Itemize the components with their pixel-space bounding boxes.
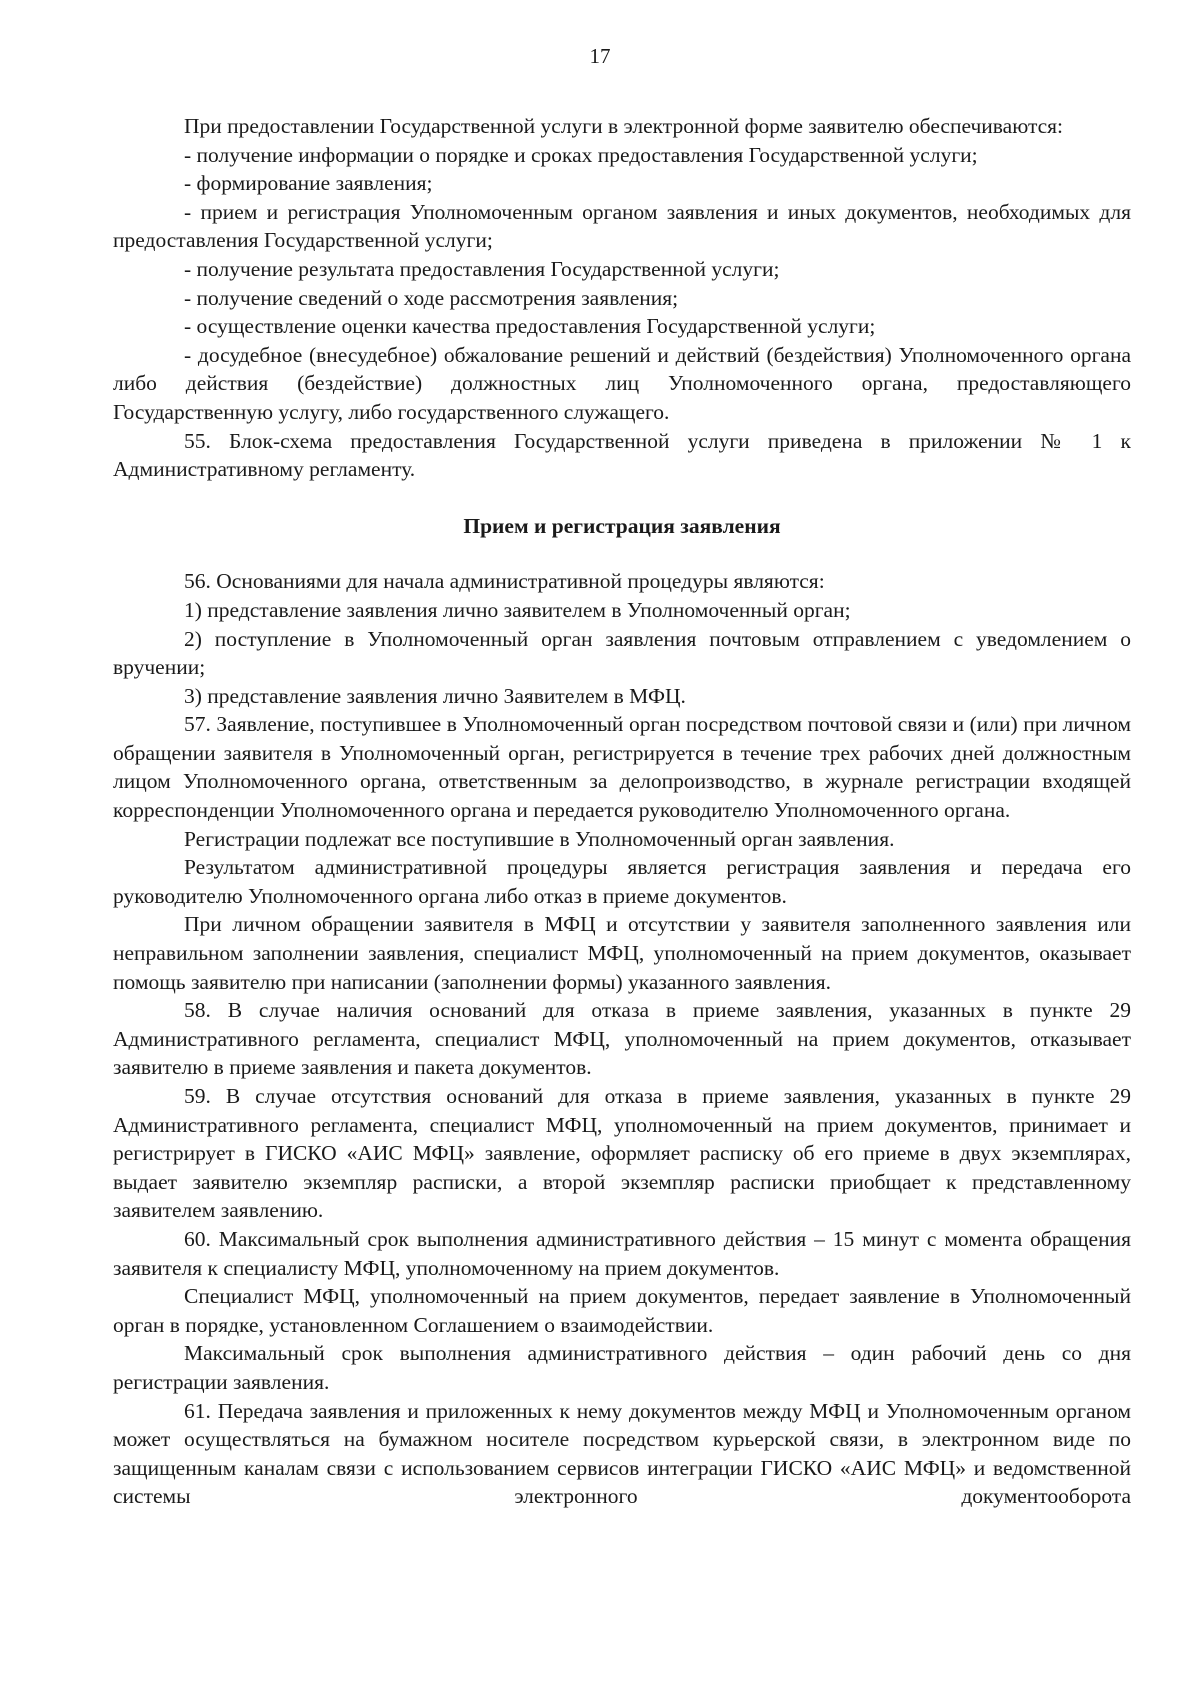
paragraph: 59. В случае отсутствия оснований для отказа в приеме заявления, указанных в пункте 29 Административного регламента, специалист МФЦ, уполномоченный на прием документов, принимает и регистрирует в ГИСКО «АИС МФЦ» заявление, оформляет расписку об его приеме в двух экземплярах, выдает заявителю экземпляр расписки, а второй экземпляр расписки приобщает к представленному заявителем заявлению. [113, 1084, 1131, 1223]
document-body [113, 112, 1131, 1511]
list-item: 2) поступление в Уполномоченный орган заявления почтовым отправлением с уведомлением о вручении; [113, 626, 1131, 680]
paragraph: При предоставлении Государственной услуги в электронной форме заявителю обеспечиваются: [184, 114, 1064, 138]
paragraph: Максимальный срок выполнения административного действия – один рабочий день со дня регистрации заявления. [113, 1341, 1131, 1394]
paragraph: 58. В случае наличия оснований для отказа в приеме заявления, указанных в пункте 29 Административного регламента, специалист МФЦ, уполномоченный на прием документов, отказывает заявителю в приеме заявления и пакета документов. [113, 998, 1131, 1080]
paragraph: 60. Максимальный срок выполнения административного действия – 15 минут с момента обращения заявителя к специалисту МФЦ, уполномоченному на прием документов. [113, 1226, 1131, 1280]
paragraph: 61. Передача заявления и приложенных к нему документов между МФЦ и Уполномоченным органом может осуществляться на бумажном носителе посредством курьерской связи, в электронном виде по защищенным каналам связи с использованием сервисов интеграции ГИСКО «АИС МФЦ» и ведомственной системы электронного документооборота [113, 1398, 1131, 1509]
paragraph: 57. Заявление, поступившее в Уполномоченный орган посредством почтовой связи и (или) при личном обращении заявителя в Уполномоченный орган, регистрируется в течение трех рабочих дней должностным лицом Уполномоченного органа, ответственным за делопроизводство, в журнале регистрации входящей корреспонденции Уполномоченного органа и передается руководителю Уполномоченного органа. [113, 712, 1131, 823]
list-item: - осуществление оценки качества предоставления Государственной услуги; [184, 314, 876, 339]
section-heading: Прием и регистрация заявления [463, 513, 781, 538]
paragraph: 55. Блок-схема предоставления Государственной услуги приведена в приложении № 1 к Административному регламенту. [113, 428, 1131, 482]
list-item: - получение сведений о ходе рассмотрения заявления; [184, 285, 679, 310]
list-item: - прием и регистрация Уполномоченным органом заявления и иных документов, необходимых для предоставления Государственной услуги; [113, 199, 1131, 253]
paragraph: Специалист МФЦ, уполномоченный на прием документов, передает заявление в Уполномоченный орган в порядке, установленном Соглашением о взаимодействии. [113, 1284, 1131, 1337]
list-item: - досудебное (внесудебное) обжалование решений и действий (бездействия) Уполномоченного органа либо действия (бездействие) должностных лиц Уполномоченного органа, предоставляющего Государственную услугу, либо государственного служащего. [113, 342, 1131, 424]
list-item: - получение результата предоставления Государственной услуги; [184, 256, 780, 281]
list-item: - получение информации о порядке и сроках предоставления Государственной услуги; [184, 142, 978, 167]
list-item: 3) представление заявления лично Заявителем в МФЦ. [184, 683, 686, 708]
paragraph: При личном обращении заявителя в МФЦ и отсутствии у заявителя заполненного заявления или неправильном заполнении заявления, специалист МФЦ, уполномоченный на прием документов, оказывает помощь заявителю при написании (заполнении формы) указанного заявления. [113, 912, 1131, 994]
paragraph: Регистрации подлежат все поступившие в Уполномоченный орган заявления. [184, 826, 895, 851]
paragraph: Результатом административной процедуры является регистрация заявления и передача его руководителю Уполномоченного органа либо отказ в приеме документов. [113, 855, 1131, 908]
list-item: 1) представление заявления лично заявителем в Уполномоченный орган; [184, 597, 851, 622]
page-number: 17 [589, 44, 611, 68]
paragraph: 56. Основаниями для начала административной процедуры являются: [184, 569, 825, 594]
list-item: - формирование заявления; [184, 171, 433, 196]
